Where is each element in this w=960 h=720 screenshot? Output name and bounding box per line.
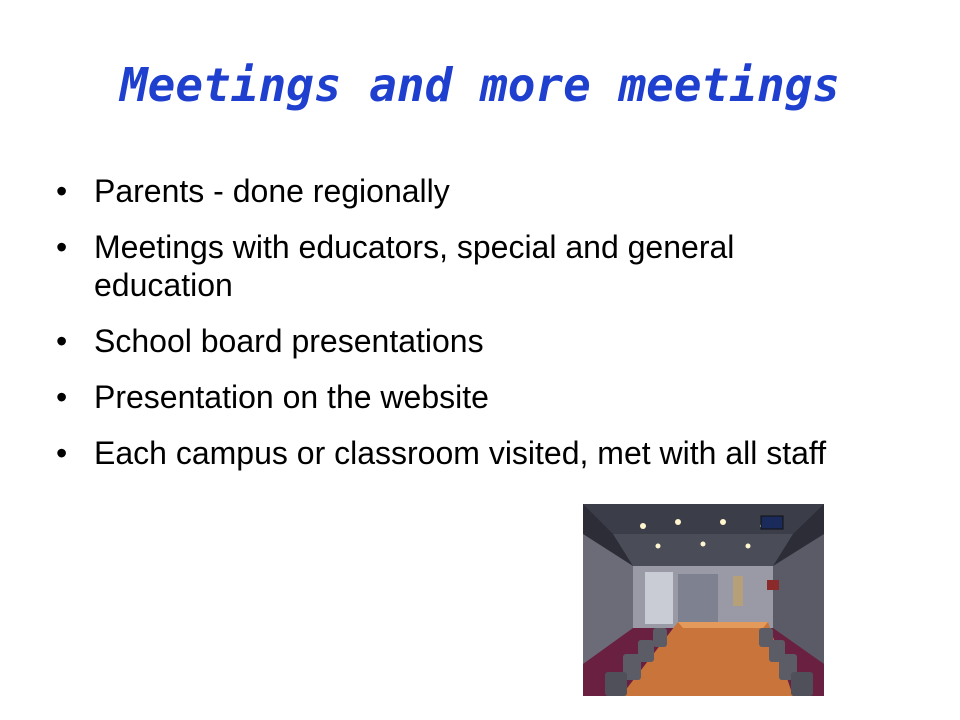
bullet-item bbox=[56, 434, 856, 472]
bullet-icon: • bbox=[56, 323, 68, 359]
conference-room-illustration bbox=[583, 504, 824, 696]
bullet-icon: • bbox=[56, 229, 68, 265]
bullet-item bbox=[56, 322, 856, 360]
bullet-icon: • bbox=[56, 173, 68, 209]
bullet-item bbox=[56, 172, 856, 210]
bullet-item bbox=[56, 228, 856, 304]
bullet-icon: • bbox=[56, 435, 68, 471]
bullet-text: Each campus or classroom visited, met with all staff bbox=[94, 435, 827, 471]
conference-room-photo bbox=[583, 504, 824, 696]
bullet-text: Presentation on the website bbox=[94, 379, 489, 415]
bullet-text: School board presentations bbox=[94, 323, 484, 359]
bullet-list bbox=[56, 172, 856, 490]
bullet-text: Meetings with educators, special and general education bbox=[94, 229, 735, 303]
bullet-item bbox=[56, 378, 856, 416]
bullet-icon: • bbox=[56, 379, 68, 415]
slide-title: Meetings and more meetings bbox=[119, 58, 841, 112]
bullet-text: Parents - done regionally bbox=[94, 173, 450, 209]
